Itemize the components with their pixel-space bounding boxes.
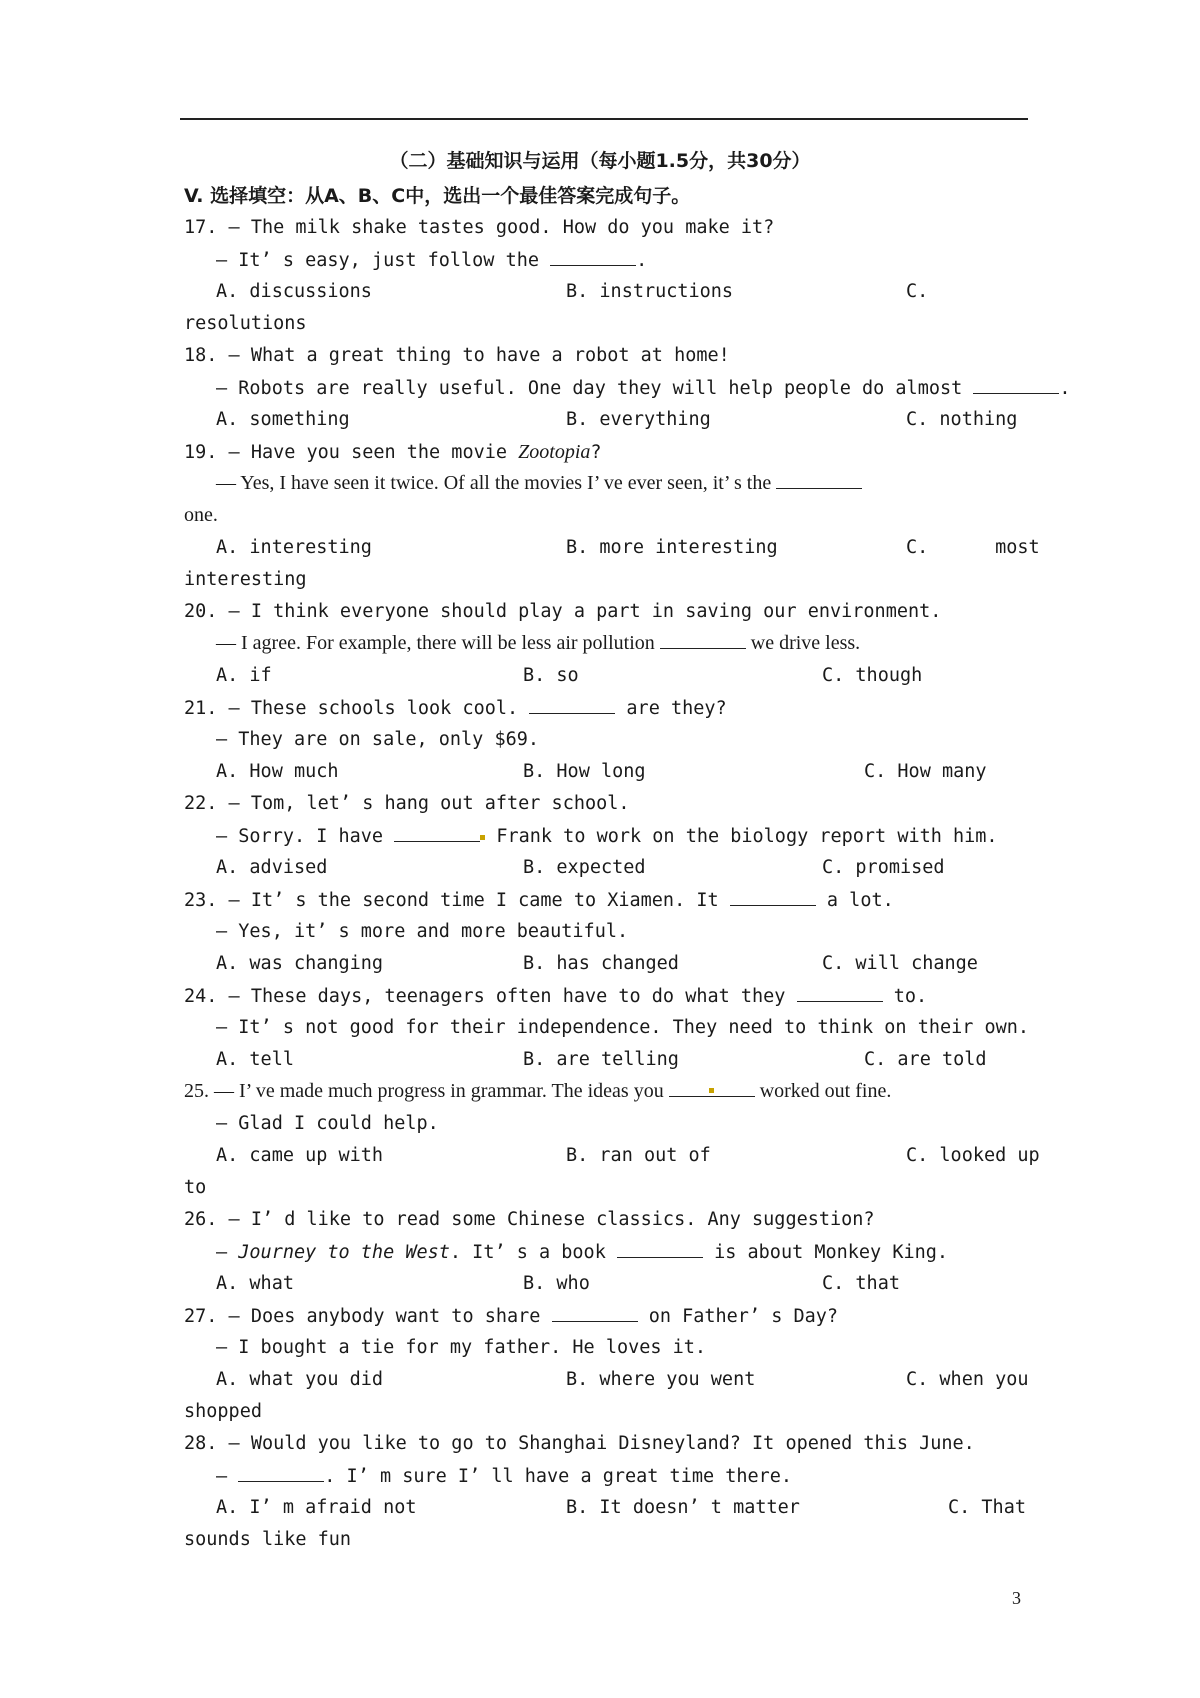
q24-blank[interactable] bbox=[797, 985, 883, 1002]
q24-reply: — It’ s not good for their independence. They need to think on their own. bbox=[216, 1017, 1030, 1038]
q17-stem: 17. — The milk shake tastes good. How do you make it? bbox=[184, 217, 775, 238]
q22-stem: 22. — Tom, let’ s hang out after school. bbox=[184, 793, 630, 814]
q19-reply: — Yes, I have seen it twice. Of all the movies I’ ve ever seen, it’ s the bbox=[216, 472, 862, 494]
q18-option-a[interactable]: A. something bbox=[216, 409, 350, 430]
q23-option-a[interactable]: A. was changing bbox=[216, 953, 384, 974]
q22-blank[interactable] bbox=[394, 825, 480, 842]
q20-option-a[interactable]: A. if bbox=[216, 665, 272, 686]
q22-option-b[interactable]: B. expected bbox=[523, 857, 646, 878]
q24-stem: 24. — These days, teenagers often have to do what they to. bbox=[184, 986, 928, 1007]
q23-stem: 23. — It’ s the second time I came to Xiamen. It a lot. bbox=[184, 890, 894, 911]
q25-blank[interactable] bbox=[669, 1080, 755, 1097]
page-number: 3 bbox=[1012, 1588, 1021, 1608]
q20-reply: — I agree. For example, there will be less air pollution we drive less. bbox=[216, 632, 861, 654]
q21-blank[interactable] bbox=[529, 697, 615, 714]
q28-option-c[interactable]: C. That bbox=[948, 1497, 1026, 1518]
q28-stem: 28. — Would you like to go to Shanghai Disneyland? It opened this June. bbox=[184, 1433, 975, 1454]
q19-option-b[interactable]: B. more interesting bbox=[566, 537, 778, 558]
q27-blank[interactable] bbox=[552, 1305, 638, 1322]
q19-stem: 19. — Have you seen the movie Zootopia? bbox=[184, 441, 602, 463]
q18-blank[interactable] bbox=[973, 377, 1059, 394]
q28-reply: — . I’ m sure I’ ll have a great time there. bbox=[216, 1466, 793, 1487]
q27-option-c[interactable]: C. when you bbox=[906, 1369, 1029, 1390]
q22-option-c[interactable]: C. promised bbox=[822, 857, 945, 878]
q20-stem: 20. — I think everyone should play a part in saving our environment. bbox=[184, 601, 942, 622]
q17-option-b[interactable]: B. instructions bbox=[566, 281, 734, 302]
q23-blank[interactable] bbox=[730, 889, 816, 906]
q17-blank[interactable] bbox=[550, 249, 636, 266]
q25-stem: 25. — I’ ve made much progress in grammar. The ideas you worked out fine. bbox=[184, 1080, 892, 1102]
q27-option-b[interactable]: B. where you went bbox=[566, 1369, 756, 1390]
q23-option-c[interactable]: C. will change bbox=[822, 953, 978, 974]
q27-option-a[interactable]: A. what you did bbox=[216, 1369, 384, 1390]
mark-dot bbox=[709, 1088, 714, 1093]
q24-option-a[interactable]: A. tell bbox=[216, 1049, 294, 1070]
section-title: （二）基础知识与运用（每小题1.5分，共30分） bbox=[389, 150, 811, 172]
q28-option-c-wrap: sounds like fun bbox=[184, 1529, 352, 1550]
q26-option-a[interactable]: A. what bbox=[216, 1273, 294, 1294]
q21-option-b[interactable]: B. How long bbox=[523, 761, 646, 782]
q25-option-c[interactable]: C. looked up bbox=[906, 1145, 1040, 1166]
q24-option-b[interactable]: B. are telling bbox=[523, 1049, 679, 1070]
q26-stem: 26. — I’ d like to read some Chinese classics. Any suggestion? bbox=[184, 1209, 875, 1230]
q27-stem: 27. — Does anybody want to share on Father’ s Day? bbox=[184, 1306, 839, 1327]
q19-option-a[interactable]: A. interesting bbox=[216, 537, 372, 558]
q28-option-b[interactable]: B. It doesn’ t matter bbox=[566, 1497, 800, 1518]
part-title: V. 选择填空：从A、B、C中，选出一个最佳答案完成句子。 bbox=[184, 185, 691, 207]
q24-option-c[interactable]: C. are told bbox=[864, 1049, 987, 1070]
q19-blank[interactable] bbox=[776, 472, 862, 489]
header-rule bbox=[180, 118, 1028, 120]
q17-reply: — It’ s easy, just follow the . bbox=[216, 250, 648, 271]
q27-reply: — I bought a tie for my father. He loves it. bbox=[216, 1337, 707, 1358]
q18-option-b[interactable]: B. everything bbox=[566, 409, 711, 430]
q21-stem: 21. — These schools look cool. are they? bbox=[184, 698, 727, 719]
movie-title: Zootopia bbox=[518, 441, 591, 463]
q19-option-c[interactable]: C. most bbox=[906, 537, 1040, 558]
q21-option-c[interactable]: C. How many bbox=[864, 761, 987, 782]
q28-option-a[interactable]: A. I’ m afraid not bbox=[216, 1497, 417, 1518]
q22-option-a[interactable]: A. advised bbox=[216, 857, 328, 878]
q17-option-c-wrap: resolutions bbox=[184, 313, 307, 334]
q25-reply: — Glad I could help. bbox=[216, 1113, 439, 1134]
q20-option-c[interactable]: C. though bbox=[822, 665, 923, 686]
q18-option-c[interactable]: C. nothing bbox=[906, 409, 1018, 430]
q28-blank[interactable] bbox=[238, 1465, 324, 1482]
q23-option-b[interactable]: B. has changed bbox=[523, 953, 679, 974]
q17-option-c[interactable]: C. bbox=[906, 281, 929, 302]
q19-reply-wrap: one. bbox=[184, 504, 218, 526]
q25-option-b[interactable]: B. ran out of bbox=[566, 1145, 711, 1166]
q17-option-a[interactable]: A. discussions bbox=[216, 281, 372, 302]
q26-reply: — Journey to the West. It’ s a book is about Monkey King. bbox=[216, 1242, 949, 1263]
q26-blank[interactable] bbox=[617, 1241, 703, 1258]
q25-option-a[interactable]: A. came up with bbox=[216, 1145, 384, 1166]
q27-option-c-wrap: shopped bbox=[184, 1401, 262, 1422]
q26-option-b[interactable]: B. who bbox=[523, 1273, 590, 1294]
q23-reply: — Yes, it’ s more and more beautiful. bbox=[216, 921, 629, 942]
q18-reply: — Robots are really useful. One day they will help people do almost . bbox=[216, 378, 1071, 399]
q22-reply: — Sorry. I have Frank to work on the biology report with him. bbox=[216, 826, 998, 847]
q20-blank[interactable] bbox=[660, 632, 746, 649]
book-title: Journey to the West bbox=[238, 1242, 450, 1263]
q21-reply: — They are on sale, only $69. bbox=[216, 729, 540, 750]
q26-option-c[interactable]: C. that bbox=[822, 1273, 900, 1294]
q18-stem: 18. — What a great thing to have a robot at home! bbox=[184, 345, 730, 366]
q19-option-c-wrap: interesting bbox=[184, 569, 307, 590]
q25-option-c-wrap: to bbox=[184, 1177, 207, 1198]
q20-option-b[interactable]: B. so bbox=[523, 665, 579, 686]
q21-option-a[interactable]: A. How much bbox=[216, 761, 339, 782]
